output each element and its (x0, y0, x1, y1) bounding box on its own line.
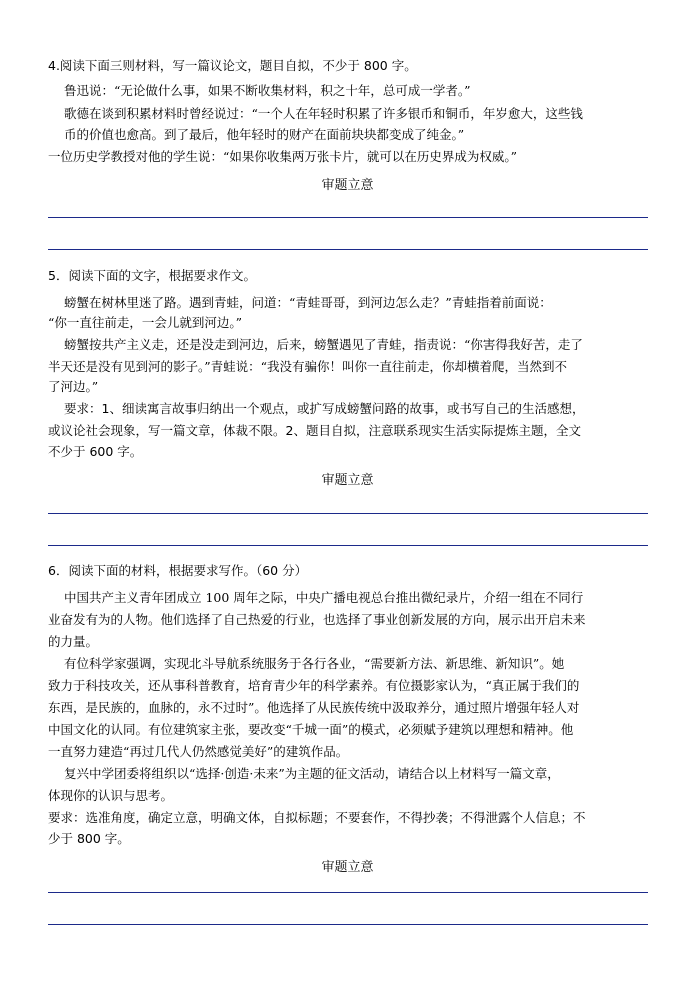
q5-line-5: 了河边。” (48, 379, 99, 394)
q4-line-3: 币的价值也愈高。到了最后，他年轻时的财产在面前块块都变成了纯金。” (64, 127, 465, 142)
q6-line-1: 中国共产主义青年团成立 100 周年之际，中央广播电视总台推出微纪录片，介绍一组在不同行 (64, 590, 584, 605)
q6-line-5: 致力于科技攻关，还从事科普教育，培育青少年的科学素养。有位摄影家认为，“真正属于我们的 (48, 678, 580, 693)
q6-line-10: 体现你的认识与思考。 (48, 788, 174, 803)
q5-line-2: “你一直往前走，一会儿就到河边。” (48, 315, 243, 330)
q6-line-4: 有位科学家强调，实现北斗导航系统服务于各行各业，“需要新方法、新思维、新知识”。她 (64, 656, 565, 671)
q4-line-4: 一位历史学教授对他的学生说：“如果你收集两万张卡片，就可以在历史界成为权威。” (48, 149, 518, 164)
q4-line-1: 鲁迅说：“无论做什么事，如果不断收集材料，积之十年，总可成一学者。” (64, 83, 471, 98)
q5-requirement-1: 要求：1、细读寓言故事归纳出一个观点，或扩写成螃蟹问路的故事，或书写自己的生活感想， (64, 401, 585, 416)
q6-line-9: 复兴中学团委将组织以“选择·创造·未来”为主题的征文活动，请结合以上材料写一篇文章， (64, 766, 560, 781)
q4-line-2: 歌德在谈到积累材料时曾经说过：“一个人在年轻时积累了许多银币和铜币，年岁愈大，这些钱 (64, 106, 583, 121)
q4-title: 4.阅读下面三则材料，写一篇议论文，题目自拟，不少于 800 字。 (48, 58, 417, 73)
answer-line (48, 217, 648, 218)
answer-line (48, 892, 648, 893)
answer-line (48, 924, 648, 925)
answer-line (48, 513, 648, 514)
q6-line-3: 的力量。 (48, 634, 99, 649)
q5-requirement-3: 不少于 600 字。 (48, 444, 143, 459)
q5-line-3: 螃蟹按共产主义走，还是没走到河边，后来，螃蟹遇见了青蛙，指责说：“你害得我好苦，走了 (64, 337, 583, 352)
q4-section-label: 审题立意 (321, 178, 374, 193)
q6-requirement-2: 少于 800 字。 (48, 831, 130, 846)
q6-title: 6．阅读下面的材料，根据要求写作。（60 分） (48, 563, 308, 578)
q5-line-1: 螃蟹在树林里迷了路。遇到青蛙，问道：“青蛙哥哥，到河边怎么走？”青蛙指着前面说： (64, 295, 552, 310)
q6-line-6: 东西，是民族的，血脉的，永不过时”。他选择了从民族传统中汲取养分，通过照片增强年轻人对 (48, 700, 580, 715)
q5-line-4: 半天还是没有见到河的影子。”青蛙说：“我没有骗你！叫你一直往前走，你却横着爬，当然到不 (48, 359, 568, 374)
q6-section-label: 审题立意 (321, 860, 374, 875)
answer-line (48, 545, 648, 546)
q6-line-7: 中国文化的认同。有位建筑家主张，要改变“千城一面”的模式，必须赋予建筑以理想和精神。他 (48, 722, 574, 737)
answer-line (48, 249, 648, 250)
q5-section-label: 审题立意 (321, 473, 374, 488)
q5-requirement-2: 或议论社会现象，写一篇文章，体裁不限。2、题目自拟，注意联系现实生活实际提炼主题，全文 (48, 423, 581, 438)
q5-title: 5．阅读下面的文字，根据要求作文。 (48, 268, 256, 283)
q6-requirement-1: 要求：选准角度，确定立意，明确文体，自拟标题；不要套作，不得抄袭；不得泄露个人信息；不 (48, 810, 586, 825)
q6-line-8: 一直努力建造“再过几代人仍然感觉美好”的建筑作品。 (48, 744, 349, 759)
q6-line-2: 业奋发有为的人物。他们选择了自己热爱的行业，也选择了事业创新发展的方向，展示出开启未来 (48, 612, 586, 627)
